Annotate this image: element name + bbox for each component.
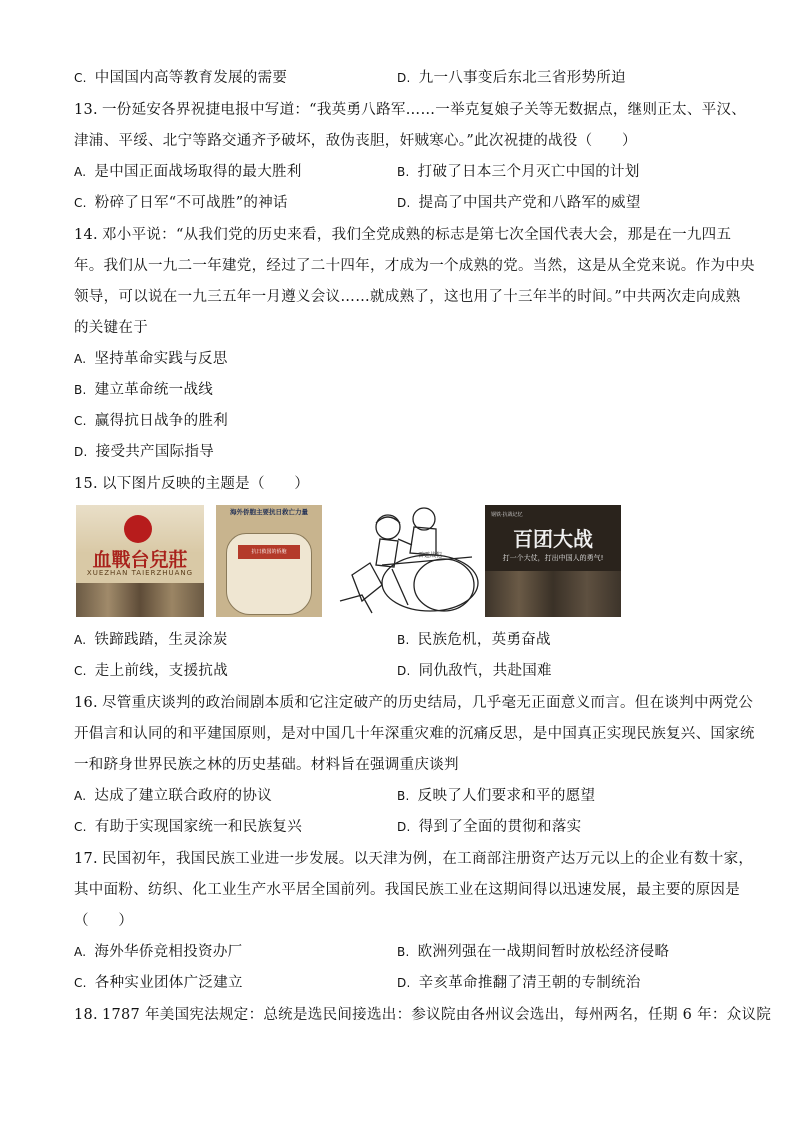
poster-subtitle: 打一个大仗，打出中国人的勇气! [502,554,604,562]
poster-hundred-regiments [485,505,621,617]
roller-caption: 雷霆战犯 [418,552,443,559]
q14-option-a: A. 坚持革命实践与反思 [74,351,228,367]
q15-option-d: D. 同仇敌忾，共赴国难 [397,663,552,679]
q12-option-d: D. 九一八事变后东北三省形势所迫 [397,70,626,86]
soldiers-photo [485,571,621,617]
q15-option-c: C. 走上前线，支援抗战 [74,663,228,679]
cartoon-soldiers-roller [332,505,482,617]
poster-title: 血戰台兒莊 [92,549,188,571]
poster-subtitle: XUEZHAN TAIERZHUANG [86,569,194,577]
q14-stem-line-4: 的关键在于 [74,320,148,336]
infographic-title: 海外侨胞主要抗日救亡力量 [230,508,308,516]
q14-option-b: B. 建立革命统一战线 [74,382,214,398]
fist-label: 抗日救国的侨胞 [238,545,300,559]
q13-option-a: A. 是中国正面战场取得的最大胜利 [74,164,302,180]
q17-option-d: D. 辛亥革命推翻了清王朝的专制统治 [397,975,641,991]
q12-option-c: C. 中国国内高等教育发展的需要 [74,70,288,86]
q15-option-a: A. 铁蹄践踏，生灵涂炭 [74,632,228,648]
q17-stem-line-1: 17. 民国初年，我国民族工业进一步发展。以天津为例，在工商部注册资产达万元以上的企业有数十家， [74,851,754,867]
q13-stem-line-1: 13. 一份延安各界祝捷电报中写道：“我英勇八路军……一举克复娘子关等无数据点，继则正太、平汉、 [74,102,747,118]
portrait-strip [76,583,204,617]
q16-option-a: A. 达成了建立联合政府的协议 [74,788,273,804]
q16-stem-line-1: 16. 尽管重庆谈判的政治闹剧本质和它注定破产的历史结局，几乎毫无正面意义而言。但在谈判中两党公 [74,695,754,711]
poster-xuezhan-taierzhuang [76,505,204,617]
q18-stem-line-1: 18. 1787 年美国宪法规定：总统是选民间接选出：参议院由各州议会选出，每州两名，任期 6 年：众议院 [74,1007,772,1023]
q17-stem-line-2: 其中面粉、纺织、化工业生产水平居全国前列。我国民族工业在这期间得以迅速发展，最主要的原因是 [74,882,740,898]
q16-option-d: D. 得到了全面的贯彻和落实 [397,819,582,835]
q14-option-d: D. 接受共产国际指导 [74,444,215,460]
poster-corner-text: 钢铁·抗战记忆 [491,512,523,518]
poster-title: 百团大战 [513,527,593,551]
q16-stem-line-3: 一和跻身世界民族之林的历史基础。材料旨在强调重庆谈判 [74,757,459,773]
q16-stem-line-2: 开倡言和认同的和平建国原则，是对中国几十年深重灾难的沉痛反思，是中国真正实现民族复兴、国家统 [74,726,755,742]
q13-option-d: D. 提高了中国共产党和八路军的威望 [397,195,641,211]
q17-option-a: A. 海外华侨竞相投资办厂 [74,944,243,960]
q13-stem-line-2: 津浦、平绥、北宁等路交通齐予破坏，敌伪丧胆，奸贼寒心。”此次祝捷的战役（ ） [74,133,637,149]
cartoon-illustration [332,505,482,617]
q16-option-b: B. 反映了人们要求和平的愿望 [397,788,596,804]
q17-stem-line-3: （ ） [74,913,134,929]
q17-option-c: C. 各种实业团体广泛建立 [74,975,243,991]
q14-option-c: C. 赢得抗日战争的胜利 [74,413,228,429]
q13-option-c: C. 粉碎了日军“不可战胜”的神话 [74,195,288,211]
q14-stem-line-3: 领导，可以说在一九三五年一月遵义会议……就成熟了，这也用了十三年半的时间。”中共两次走向成熟 [74,289,741,305]
q14-stem-line-2: 年。我们从一九二一年建党，经过了二十四年，才成为一个成熟的党。当然，这是从全党来说。作为中央 [74,258,755,274]
q15-option-b: B. 民族危机，英勇奋战 [397,632,551,648]
q17-option-b: B. 欧洲列强在一战期间暂时放松经济侵略 [397,944,670,960]
q16-option-c: C. 有助于实现国家统一和民族复兴 [74,819,302,835]
q14-stem-line-1: 14. 邓小平说：“从我们党的历史来看，我们全党成熟的标志是第七次全国代表大会，那是在一九四五 [74,227,732,243]
infographic-overseas-chinese [216,505,322,617]
q13-option-b: B. 打破了日本三个月灭亡中国的计划 [397,164,640,180]
red-sun-emblem [124,515,152,543]
q15-stem: 15. 以下图片反映的主题是（ ） [74,476,310,492]
